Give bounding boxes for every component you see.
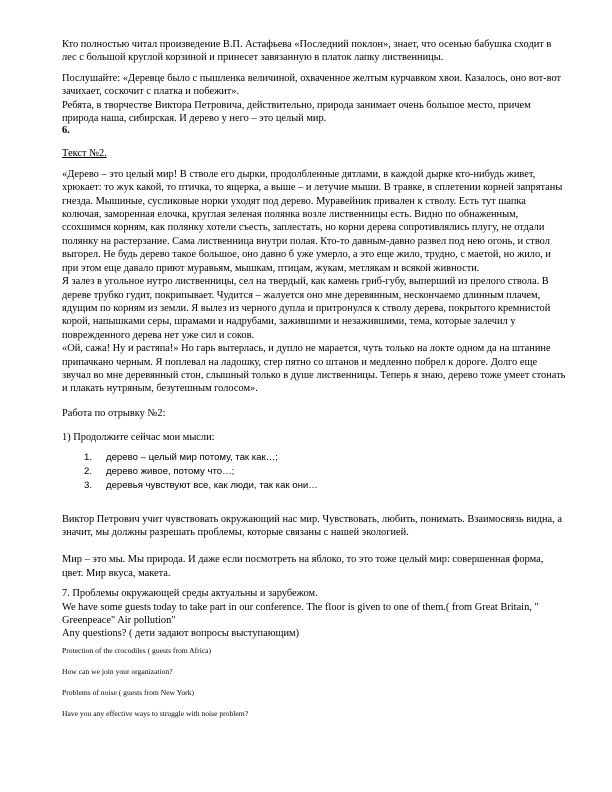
any-questions: Any questions? ( дети задают вопросы выступающим): [62, 628, 300, 640]
english-intro: We have some guests today to take part in our conference. The floor is given to one of them.( from Great Britain, " Greenpeace" Air pollution": [62, 601, 539, 626]
task-1: 1) Продолжите сейчас мои мысли:: [62, 432, 215, 444]
list-item: 2. дерево живое, потому что…;: [84, 465, 235, 477]
question-item: Have you any effective ways to struggle with noise problem?: [62, 708, 249, 718]
text-2-paragraph-3: «Ой, сажа! Ну и растяпа!» Но гарь вытерлась, и дупло не марается, чуть только на локте одном да на штанине припачкано черным. Я поплевал на ладошку, стер пятно со штанов и медленно побрел к дороге. Долго еще звучал во мне деревянный стон, слышный только в душе лиственницы. Теперь я знаю, дерево тоже умеет стонать и плакать нутряным, безутешным голосом».: [62, 343, 566, 395]
list-item: 1. дерево – целый мир потому, так как…;: [84, 451, 278, 463]
listen-paragraph: Послушайте: «Деревце было с пышленка величиной, охваченное желтым курчавком хвои. Казалось, оно вот-вот зачихает, соскочит с платка и побежит».: [62, 72, 562, 98]
section-7-heading: 7. Проблемы окружающей среды актуальны и зарубежом.: [62, 588, 318, 600]
section-6-number: 6.: [62, 125, 70, 137]
intro-paragraph: Кто полностью читал произведение В.П. Астафьева «Последний поклон», знает, что осенью бабушка сходит в лес с большой круглой корзиной и принесет завязанную в платок лапку лиственницы.: [62, 39, 552, 64]
list-item: 3. деревья чувствуют все, как люди, так как они…: [84, 479, 318, 491]
question-item: Problems of noise ( guests from New York): [62, 687, 195, 697]
work-heading: Работа по отрывку №2:: [62, 407, 166, 419]
text-2-heading: Текст №2.: [62, 148, 107, 160]
question-item: Protection of the crocodiles ( guests from Africa): [62, 645, 212, 655]
text-2-paragraph-2: Я залез в угольное нутро лиственницы, сел на твердый, как камень гриб-губу, выперший из прелого ствола. В дереве трубко гудит, покрипывает. Чудится – жалуется оно мне деревянным, нескончаемо длинным плачем, ядущим по корням из земли. Я вылез из черного дупла и притронулся к стволу дерева, покрытого кремнистой корой, напышками серы, шрамами и надрубами, зажившими и незажившими, тема, которые залечил у поврежденного дерева нет уже сил и соков.: [62, 276, 551, 341]
question-item: How can we join your organization?: [62, 666, 173, 676]
thoughts-list: [62, 451, 566, 493]
conclusion-paragraph-2: Мир – это мы. Мы природа. И даже если посмотреть на яблоко, то это тоже целый мир: совершенная форма, цвет. Мир вкуса, макета.: [62, 554, 544, 579]
text-2-paragraph-1: «Дерево – это целый мир! В стволе его дырки, продолбленные дятлами, в каждой дырке кто-нибудь живет, хрюкает: то жук какой, то птичка, то ящерка, а выше – и летучие мыши. В травке, в сплетении корней запрятаны гнезда. Мышиные, сусликовые норки уходят под дерево. Муравейник привален к стволу. Есть тут шапка колючая, заморенная елочка, круглая зеленая полянка возле лиственницы есть. Видно по обнаженным, ссохшимся корням, как полянку хотели съесть, заплестать, но корни дерева сопротивлялись плугу, не отдали полянку на растерзание. Сама лиственница внутри полая. Кто-то давным-давно развел под нею огонь, и ствол выгорел. Не будь дерево такое большое, оно давно б уже умерло, а это еще жило, трудно, с маетой, но жило, и при этом еще давало приют муравьям, мышкам, птицам, жукам, метлякам и всякой живности.: [62, 168, 563, 274]
conclusion-paragraph-1: Виктор Петрович учит чувствовать окружающий нас мир. Чувствовать, любить, понимать. Взаимосвязь видна, а значит, мы должны разрешать проблемы, которые связаны с нашей экологией.: [62, 513, 562, 538]
guys-paragraph: Ребята, в творчестве Виктора Петровича, действительно, природа занимает очень большое место, причем природа наша, сибирская. И дерево у него – это целый мир.: [62, 99, 531, 125]
